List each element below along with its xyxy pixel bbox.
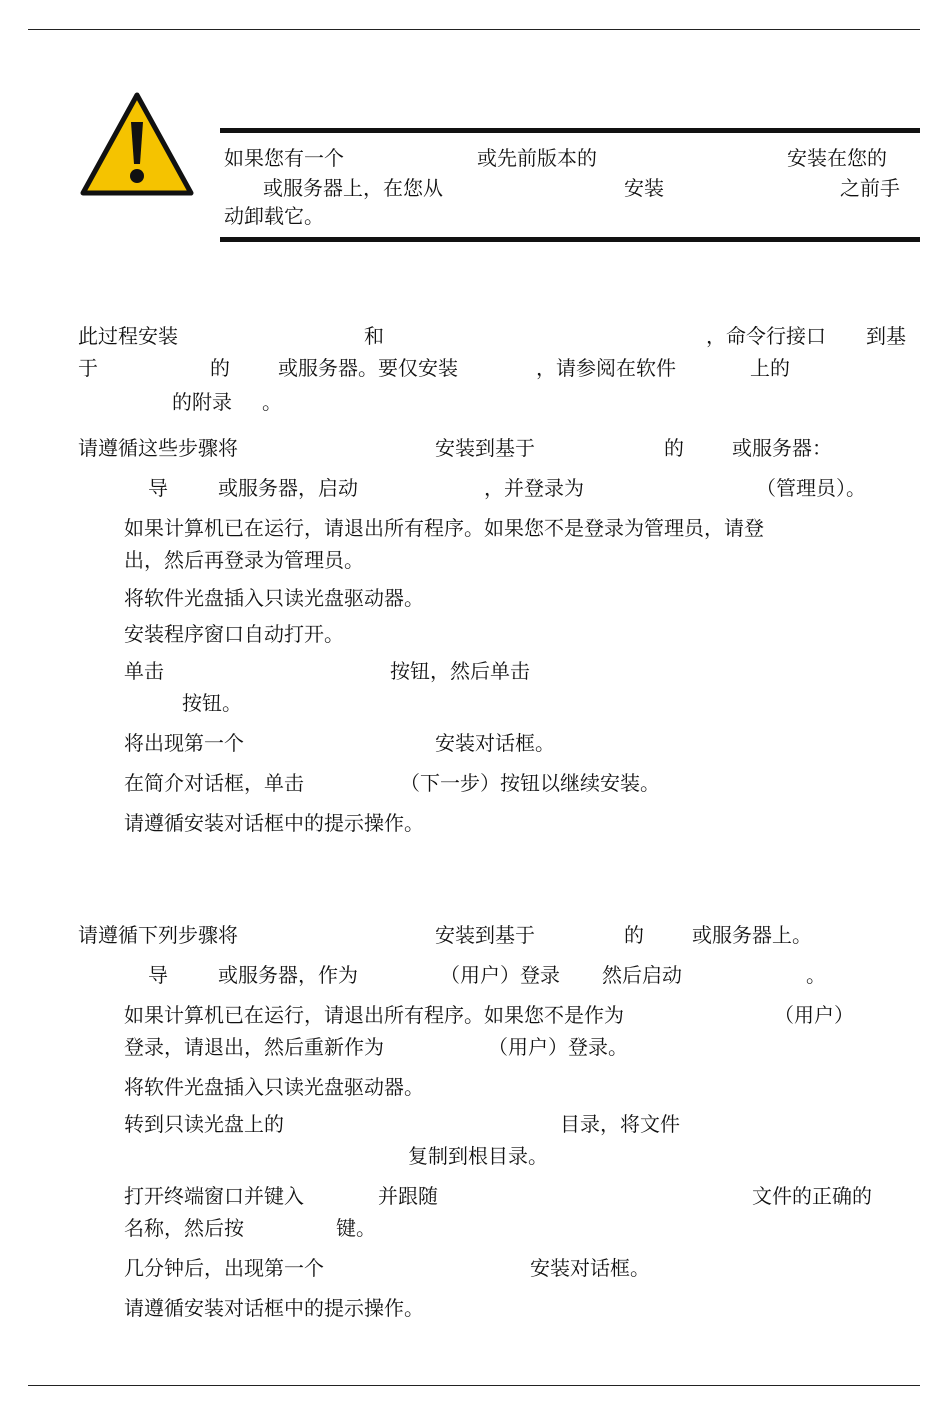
warning-box-bottom-rule — [220, 237, 920, 242]
section2-lead: 安装到基于 — [435, 923, 535, 947]
section2-step: 复制到根目录。 — [408, 1144, 548, 1168]
intro-text: 到基 — [866, 324, 906, 348]
section1-step: （管理员）。 — [756, 476, 866, 500]
section2-step-detail: 登录，请退出，然后重新作为 — [124, 1035, 384, 1059]
section2-step: 名称，然后按 — [124, 1216, 244, 1240]
warning-text: 安装 — [624, 176, 664, 200]
section1-step: 按钮。 — [182, 691, 242, 715]
section2-step-detail: （用户）登录。 — [488, 1035, 628, 1059]
intro-text: ，请参阅在软件 — [536, 356, 676, 380]
section1-step: 将软件光盘插入只读光盘驱动器。 — [124, 586, 424, 610]
warning-text: 或先前版本的 — [477, 146, 597, 170]
section2-step: （用户）登录 — [440, 963, 560, 987]
section1-step: 导 — [148, 476, 168, 500]
section2-step: 将软件光盘插入只读光盘驱动器。 — [124, 1075, 424, 1099]
section2-step: 然后启动 — [602, 963, 682, 987]
section1-step: 在简介对话框，单击 — [124, 771, 304, 795]
section2-step-detail: 如果计算机已在运行，请退出所有程序。如果您不是作为 — [124, 1003, 624, 1027]
intro-text: 或服务器。要仅安装 — [278, 356, 458, 380]
warning-text: 安装在您的 — [787, 146, 887, 170]
intro-text: 。 — [262, 390, 282, 414]
footer-rule — [28, 1385, 920, 1386]
section2-step: 几分钟后，出现第一个 — [124, 1256, 324, 1280]
section2-step: 或服务器，作为 — [218, 963, 358, 987]
section2-step: 键。 — [336, 1216, 376, 1240]
section2-lead: 请遵循下列步骤将 — [78, 923, 238, 947]
section2-step: 打开终端窗口并键入 — [124, 1184, 304, 1208]
section1-lead: 的 — [664, 436, 684, 460]
section2-lead: 的 — [624, 923, 644, 947]
section1-step: 按钮，然后单击 — [390, 659, 530, 683]
section1-step: 安装对话框。 — [435, 731, 555, 755]
section1-step: 请遵循安装对话框中的提示操作。 — [124, 811, 424, 835]
section1-step: 将出现第一个 — [124, 731, 244, 755]
section2-lead: 或服务器上。 — [692, 923, 812, 947]
section2-step: 并跟随 — [378, 1184, 438, 1208]
section1-step-detail: 出，然后再登录为管理员。 — [124, 548, 364, 572]
header-rule — [28, 29, 920, 30]
section1-step: ，并登录为 — [484, 476, 584, 500]
intro-text: 的 — [210, 356, 230, 380]
intro-text: 的附录 — [172, 390, 232, 414]
section1-step-detail: 如果计算机已在运行，请退出所有程序。如果您不是登录为管理员，请登 — [124, 516, 764, 540]
section1-step: 单击 — [124, 659, 164, 683]
section2-step: 请遵循安装对话框中的提示操作。 — [124, 1296, 424, 1320]
warning-text: 动卸载它。 — [224, 204, 324, 228]
section1-lead: 或服务器： — [732, 436, 832, 460]
intro-text: ，命令行接口 — [706, 324, 826, 348]
intro-text: 此过程安装 — [78, 324, 178, 348]
section2-step: 目录，将文件 — [560, 1112, 680, 1136]
warning-box-top-rule — [220, 128, 920, 133]
intro-text: 于 — [78, 356, 98, 380]
warning-text: 或服务器上，在您从 — [263, 176, 443, 200]
warning-text: 如果您有一个 — [224, 146, 344, 170]
section1-lead: 安装到基于 — [435, 436, 535, 460]
intro-text: 和 — [364, 324, 384, 348]
section2-step: 转到只读光盘上的 — [124, 1112, 284, 1136]
section1-step: （下一步）按钮以继续安装。 — [400, 771, 660, 795]
intro-text: 上的 — [750, 356, 790, 380]
section1-lead: 请遵循这些步骤将 — [78, 436, 238, 460]
section2-step: 安装对话框。 — [530, 1256, 650, 1280]
warning-triangle-icon — [80, 92, 194, 196]
section2-step: 。 — [806, 963, 826, 987]
section2-step: 文件的正确的 — [752, 1184, 872, 1208]
section1-step: 安装程序窗口自动打开。 — [124, 622, 344, 646]
section1-step: 或服务器，启动 — [218, 476, 358, 500]
section2-step-detail: （用户） — [774, 1003, 854, 1027]
warning-text: 之前手 — [840, 176, 900, 200]
section2-step: 导 — [148, 963, 168, 987]
